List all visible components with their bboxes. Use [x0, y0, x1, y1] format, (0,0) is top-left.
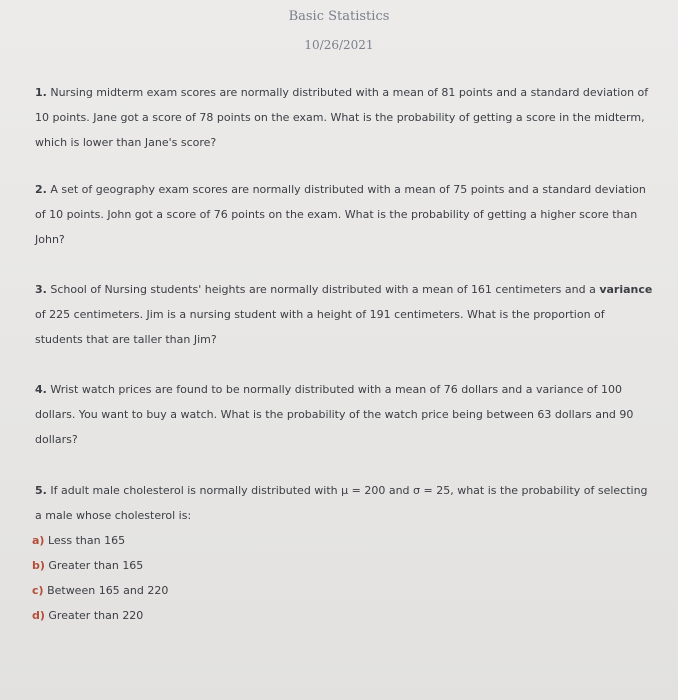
subquestion-text: Less than 165 — [47, 534, 126, 547]
subquestion-letter: a) — [32, 534, 45, 547]
question-1 — [35, 80, 655, 155]
question-text: A set of geography exam scores are normally distributed with a mean of 75 points and a standard deviation of 10 points. John got a score of 76 points on the exam. What is the probability of getting a higher score than John? — [35, 183, 646, 246]
question-text: If adult male cholesterol is normally distributed with μ = 200 and σ = 25, what is the probability of selecting a male whose cholesterol is: — [35, 484, 648, 522]
subquestion-letter: c) — [32, 584, 44, 597]
subquestion-letter: b) — [32, 559, 45, 572]
question-number: 2. — [35, 183, 47, 196]
subquestion-letter: d) — [32, 609, 45, 622]
question-emphasis: variance — [599, 283, 653, 296]
page-date: 10/26/2021 — [304, 38, 374, 52]
question-2 — [35, 177, 655, 252]
subquestion-c — [32, 578, 168, 603]
subquestion-b — [32, 553, 143, 578]
subquestion-a — [32, 528, 125, 553]
question-number: 1. — [35, 86, 47, 99]
subquestion-d — [32, 603, 143, 628]
page-title: Basic Statistics — [288, 9, 390, 24]
question-number: 5. — [35, 484, 47, 497]
subquestion-text: Between 165 and 220 — [47, 584, 169, 597]
subquestion-text: Greater than 165 — [48, 559, 144, 572]
question-5 — [35, 478, 655, 528]
question-number: 3. — [35, 283, 47, 296]
question-number: 4. — [35, 383, 47, 396]
question-text: Wrist watch prices are found to be normally distributed with a mean of 76 dollars and a variance of 100 dollars. You want to buy a watch. What is the probability of the watch price being between 63 dollars and 90 dollars? — [35, 383, 634, 446]
question-text: School of Nursing students' heights are normally distributed with a mean of 161 centimeters and a — [50, 283, 596, 296]
question-text: of 225 centimeters. Jim is a nursing student with a height of 191 centimeters. What is the proportion of students that are taller than Jim? — [35, 308, 605, 346]
question-3 — [35, 277, 655, 352]
question-4 — [35, 377, 655, 452]
subquestion-text: Greater than 220 — [48, 609, 144, 622]
question-text: Nursing midterm exam scores are normally distributed with a mean of 81 points and a standard deviation of 10 points. Jane got a score of 78 points on the exam. What is the probability of getting a score in the midterm, which is lower than Jane's score? — [35, 86, 649, 149]
